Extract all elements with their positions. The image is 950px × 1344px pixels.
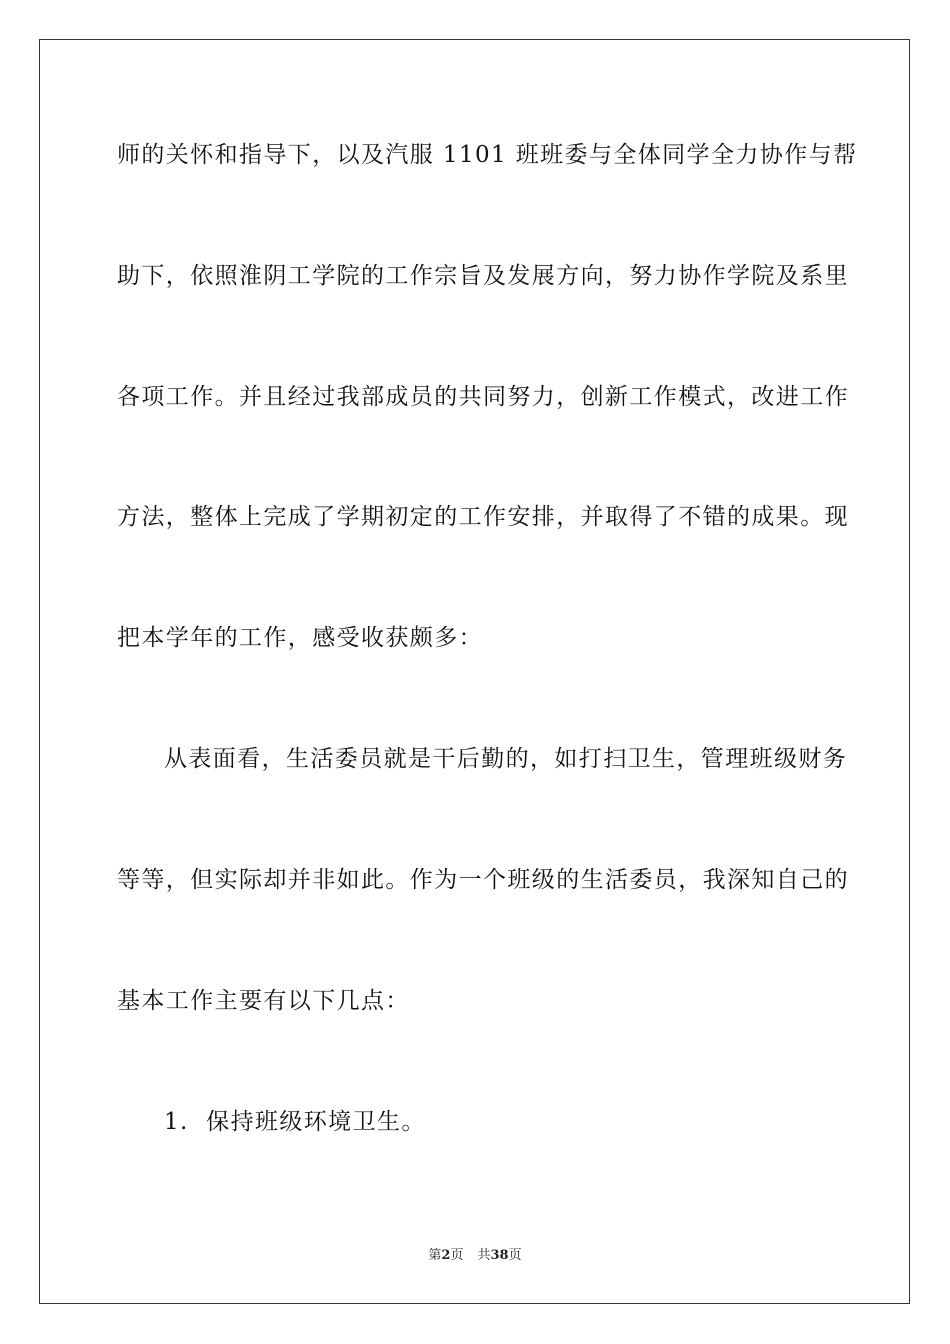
body-line-2: 助下，依照淮阴工学院的工作宗旨及发展方向，努力协作学院及系里 (117, 263, 849, 289)
body-line-6: 从表面看，生活委员就是干后勤的，如打扫卫生，管理班级财务 (164, 746, 848, 772)
page-suffix: 页 (450, 1248, 464, 1263)
page-current: 2 (441, 1248, 451, 1263)
list-item-1: 1. 保持班级环境卫生。 (164, 1109, 426, 1135)
body-line-4: 方法，整体上完成了学期初定的工作安排，并取得了不错的成果。现 (117, 504, 849, 530)
page-total: 38 (490, 1248, 509, 1263)
total-prefix: 共 (477, 1248, 491, 1263)
body-line-8: 基本工作主要有以下几点： (117, 988, 410, 1014)
page-prefix: 第 (428, 1248, 442, 1263)
body-line-3: 各项工作。并且经过我部成员的共同努力，创新工作模式，改进工作 (117, 384, 849, 410)
body-line-5: 把本学年的工作，感受收获颇多： (117, 625, 483, 651)
body-line-1: 师的关怀和指导下，以及汽服 1101 班班委与全体同学全力协作与帮 (117, 142, 858, 168)
total-suffix: 页 (508, 1248, 522, 1263)
body-line-7: 等等，但实际却并非如此。作为一个班级的生活委员，我深知自己的 (117, 867, 849, 893)
page-footer (0, 1247, 950, 1265)
